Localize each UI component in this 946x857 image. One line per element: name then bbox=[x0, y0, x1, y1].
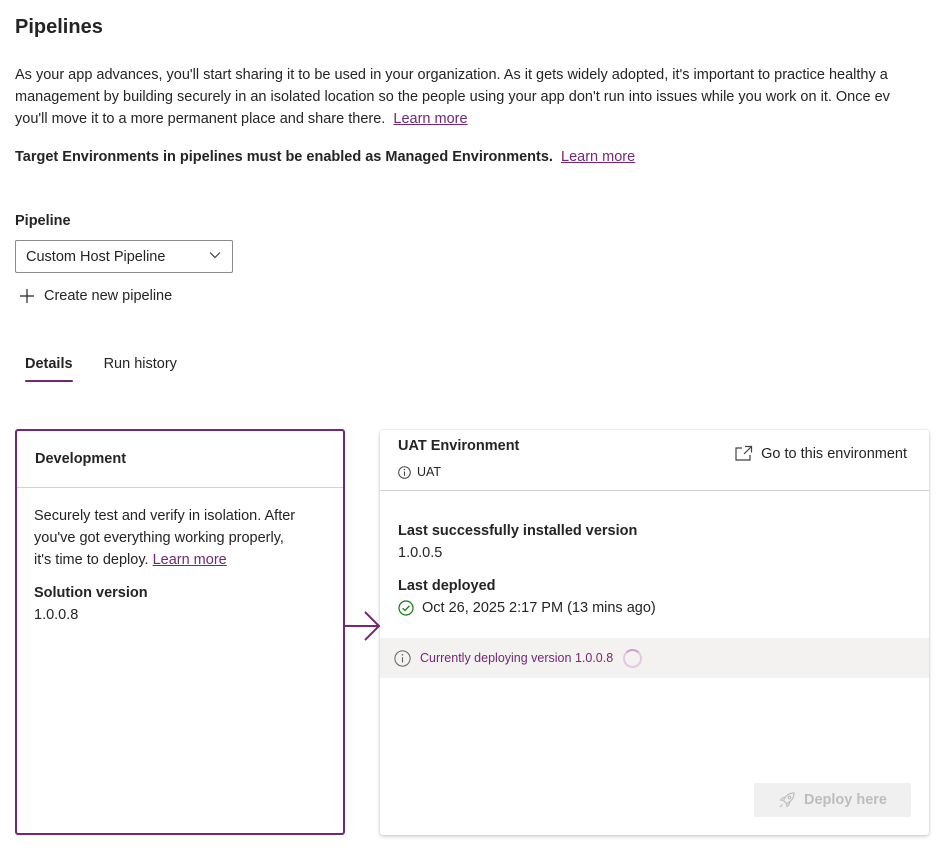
intro-learn-more-link[interactable]: Learn more bbox=[393, 111, 468, 127]
last-installed-label: Last successfully installed version bbox=[398, 523, 638, 539]
uat-environment-name: UAT Environment bbox=[398, 438, 520, 454]
intro-line-3 bbox=[15, 108, 946, 130]
intro-text bbox=[15, 64, 946, 130]
tab-list bbox=[15, 352, 198, 382]
development-description-line-3: it's time to deploy. bbox=[34, 552, 149, 568]
development-description-line-1: Securely test and verify in isolation. After bbox=[34, 508, 296, 524]
go-to-environment-link[interactable] bbox=[734, 445, 907, 462]
development-stage-title: Development bbox=[17, 431, 343, 488]
pipeline-dropdown-value: Custom Host Pipeline bbox=[26, 248, 166, 265]
uat-stage-card bbox=[380, 430, 929, 835]
intro-line-3-text: you'll move it to a more permanent place and share there. bbox=[15, 111, 386, 127]
development-description bbox=[34, 505, 326, 571]
tab-details[interactable]: Details bbox=[15, 352, 83, 382]
info-icon bbox=[394, 650, 411, 667]
last-deployed-value: Oct 26, 2025 2:17 PM (13 mins ago) bbox=[422, 600, 656, 616]
uat-environment-type-label: UAT bbox=[417, 465, 442, 479]
development-description-line-2: you've got everything working properly, bbox=[34, 530, 284, 546]
deployment-status-text: Currently deploying version 1.0.0.8 bbox=[420, 651, 614, 665]
intro-line-2: management by building securely in an isolated location so the people using your app don't run into issues while you work on it. Once ev bbox=[15, 89, 890, 105]
rocket-icon bbox=[778, 791, 796, 809]
open-external-icon bbox=[734, 445, 753, 462]
development-learn-more-link[interactable]: Learn more bbox=[152, 552, 227, 568]
last-deployed-row bbox=[398, 597, 656, 619]
uat-environment-type bbox=[398, 465, 441, 479]
deployment-status-bar bbox=[380, 638, 929, 678]
create-pipeline-label: Create new pipeline bbox=[44, 288, 173, 304]
notice-text: Target Environments in pipelines must be enabled as Managed Environments. bbox=[15, 149, 553, 165]
managed-env-notice bbox=[15, 146, 635, 168]
pipeline-label: Pipeline bbox=[15, 213, 71, 229]
last-installed-version: 1.0.0.5 bbox=[398, 545, 443, 561]
solution-version-value: 1.0.0.8 bbox=[34, 607, 79, 623]
development-stage-card bbox=[15, 429, 345, 835]
page-title: Pipelines bbox=[15, 16, 103, 38]
info-icon bbox=[398, 466, 411, 479]
deploy-here-button[interactable] bbox=[754, 783, 911, 817]
intro-line-1: As your app advances, you'll start sharing it to be used in your organization. As it gets widely adopted, it's important to practice healthy a bbox=[15, 67, 888, 83]
checkmark-circle-icon bbox=[398, 600, 414, 616]
chevron-down-icon bbox=[208, 248, 222, 266]
create-pipeline-button[interactable] bbox=[18, 287, 172, 305]
solution-version-label: Solution version bbox=[34, 585, 148, 601]
tab-run-history[interactable]: Run history bbox=[103, 356, 177, 372]
spinner-icon bbox=[623, 649, 642, 668]
plus-icon bbox=[18, 287, 36, 305]
last-deployed-label: Last deployed bbox=[398, 578, 496, 594]
arrow-right-icon bbox=[345, 610, 381, 642]
go-to-environment-label: Go to this environment bbox=[761, 445, 907, 462]
notice-learn-more-link[interactable]: Learn more bbox=[561, 149, 636, 165]
pipeline-dropdown[interactable] bbox=[15, 240, 233, 273]
deploy-here-label: Deploy here bbox=[804, 792, 887, 808]
